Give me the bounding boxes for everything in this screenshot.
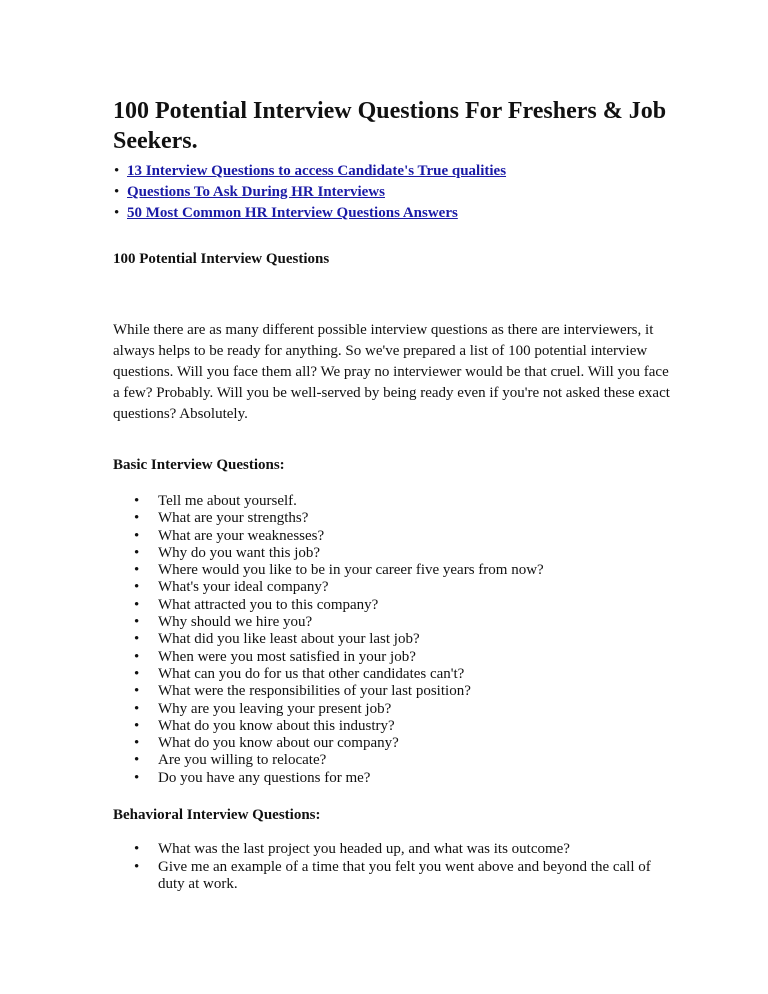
page-title: 100 Potential Interview Questions For Freshers & Job Seekers. [113,98,667,154]
list-item: • Do you have any questions for me? [113,770,673,787]
list-item: • Why should we hire you? [113,614,673,631]
list-item: • What are your strengths? [113,510,673,527]
list-item: • Where would you like to be in your career five years from now? [113,562,673,579]
list-item: • What do you know about this industry? [113,718,673,735]
list-item: • Are you willing to relocate? [113,752,673,769]
link-50-common-hr-questions[interactable]: 50 Most Common HR Interview Questions Answers [127,205,458,221]
related-link-item [113,182,506,203]
link-13-interview-questions[interactable]: 13 Interview Questions to access Candidate's True qualities [127,163,507,179]
list-item: • Why do you want this job? [113,545,673,562]
list-item: • What attracted you to this company? [113,597,673,614]
link-questions-hr-interviews[interactable]: Questions To Ask During HR Interviews [127,184,385,200]
section-subtitle: 100 Potential Interview Questions [113,251,330,267]
list-item: • When were you most satisfied in your job? [113,649,673,666]
basic-questions-heading: Basic Interview Questions: [113,457,285,473]
list-item: • What do you know about our company? [113,735,673,752]
list-item: • Why are you leaving your present job? [113,701,673,718]
list-item: • Tell me about yourself. [113,493,673,510]
list-item: • What was the last project you headed up, and what was its outcome? [113,841,673,859]
list-item: • What can you do for us that other candidates can't? [113,666,673,683]
behavioral-questions-heading: Behavioral Interview Questions: [113,807,321,823]
list-item: • Give me an example of a time that you felt you went above and beyond the call of duty at work. [113,859,673,894]
list-item: • What did you like least about your last job? [113,631,673,648]
related-links-list [113,161,506,224]
behavioral-questions-list [113,841,673,894]
list-item: • What are your weaknesses? [113,528,673,545]
list-item: • What were the responsibilities of your last position? [113,683,673,700]
related-link-item [113,161,506,182]
related-link-item [113,203,506,224]
basic-questions-list [113,493,673,787]
list-item: • What's your ideal company? [113,579,673,596]
intro-paragraph: While there are as many different possible interview questions as there are interviewers, it always helps to be ready for anything. So we've prepared a list of 100 potential interview questions. Will you face them all? We pray no interviewer would be that cruel. Will you face a few? Probably. Will you be well-served by being ready even if you're not asked these exact questions? Absolutely. [113,322,670,422]
